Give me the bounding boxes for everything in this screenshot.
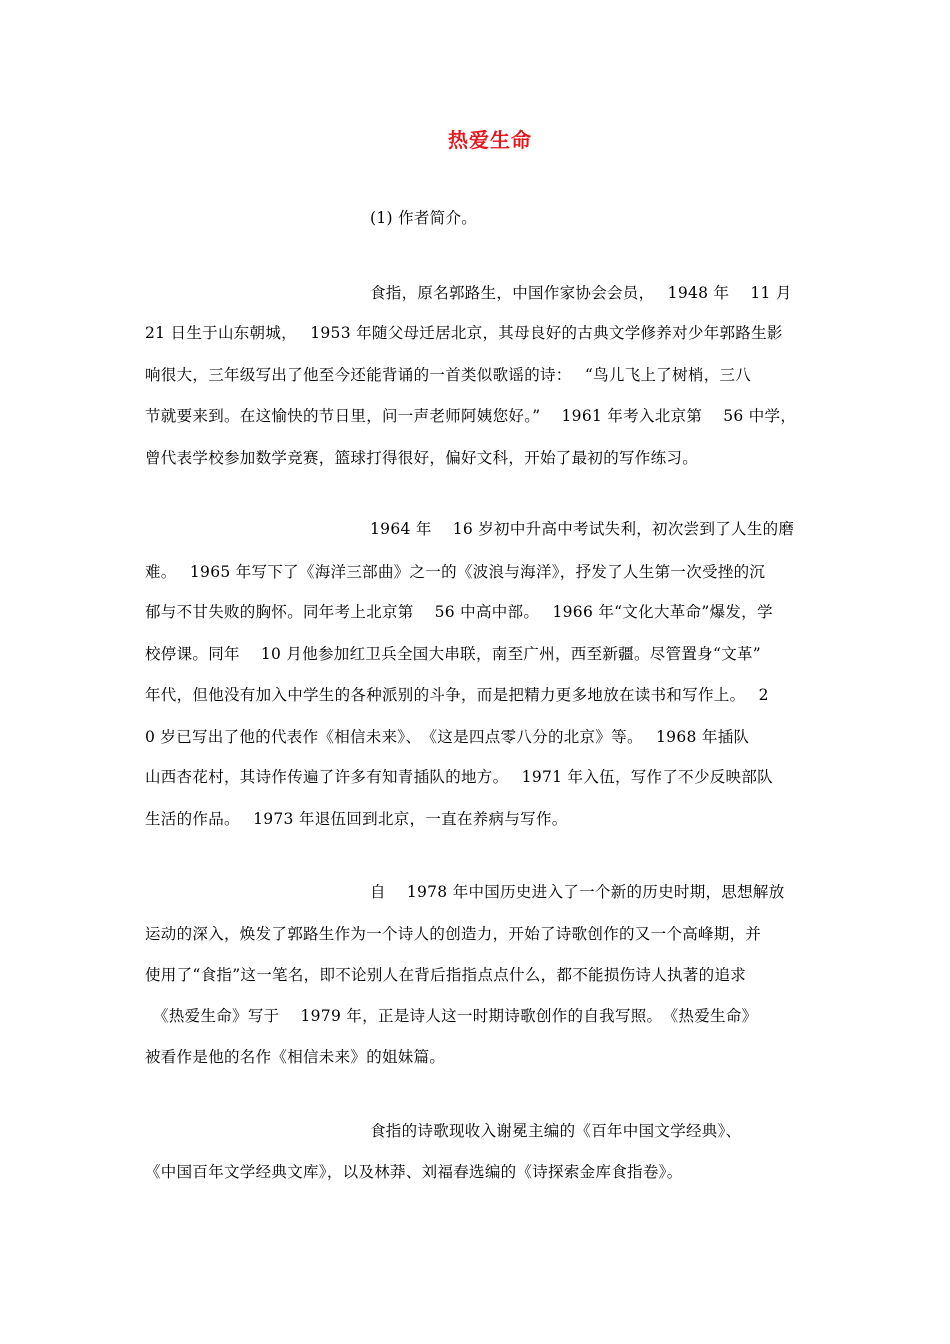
paragraph-line: 响很大，三年级写出了他至今还能背诵的一首类似歌谣的诗： “鸟儿飞上了树梢，三八 [145,366,752,384]
paragraph-line: 被看作是他的名作《相信未来》的姐妹篇。 [145,1048,446,1066]
document-title: 热爱生命 [448,128,532,152]
paragraph-line: 曾代表学校参加数学竞赛，篮球打得很好，偏好文科，开始了最初的写作练习。 [145,449,699,467]
paragraph-line: 郁与不甘失败的胸怀。同年考上北京第 56 中高中部。 1966 年“文化大革命”爆发，学 [145,603,773,621]
paragraph-line: 1964 年 16 岁初中升高中考试失利，初次尝到了人生的磨 [370,520,795,538]
section-heading: (1) 作者简介。 [370,209,478,227]
paragraph-line: 难。 1965 年写下了《海洋三部曲》之一的《波浪与海洋》，抒发了人生第一次受挫的沉 [145,563,766,581]
paragraph-line: 使用了“食指”这一笔名，即不论别人在背后指指点点什么，都不能损伤诗人执著的追求 [145,966,747,984]
paragraph-line: 0 岁已写出了他的代表作《相信未来》、 《这是四点零八分的北京》等。 1968 年插队 [145,728,750,746]
paragraph-line: 21 日生于山东朝城， 1953 年随父母迁居北京，其母良好的古典文学修养对少年郭路生影 [145,324,783,342]
paragraph-line: 《热爱生命》写于 1979 年，正是诗人这一时期诗歌创作的自我写照。 《热爱生命》 [145,1007,758,1025]
paragraph-line: 食指，原名郭路生，中国作家协会会员， 1948 年 11 月 [370,284,792,302]
paragraph-line: 食指的诗歌现收入谢冕主编的《百年中国文学经典》、 [370,1122,742,1140]
paragraph-line: 运动的深入，焕发了郭路生作为一个诗人的创造力，开始了诗歌创作的又一个高峰期，并 [145,925,762,943]
paragraph-line: 生活的作品。 1973 年退伍回到北京，一直在养病与写作。 [145,810,568,828]
paragraph-line: 校停课。同年 10 月他参加红卫兵全国大串联，南至广州，西至新疆。尽管置身“文革” [145,645,762,663]
paragraph-line: 年代，但他没有加入中学生的各种派别的斗争，而是把精力更多地放在读书和写作上。 2 [145,686,769,704]
paragraph-line: 节就要来到。在这愉快的节日里，问一声老师阿姨您好。” 1961 年考入北京第 56 中学， [145,407,797,425]
paragraph-line: 山西杏花村，其诗作传遍了许多有知青插队的地方。 1971 年入伍，写作了不少反映部队 [145,768,773,786]
paragraph-line: 《中国百年文学经典文库》，以及林莽、刘福春选编的《诗探索金库食指卷》。 [145,1163,683,1181]
paragraph-line: 自 1978 年中国历史进入了一个新的历史时期，思想解放 [370,883,785,901]
